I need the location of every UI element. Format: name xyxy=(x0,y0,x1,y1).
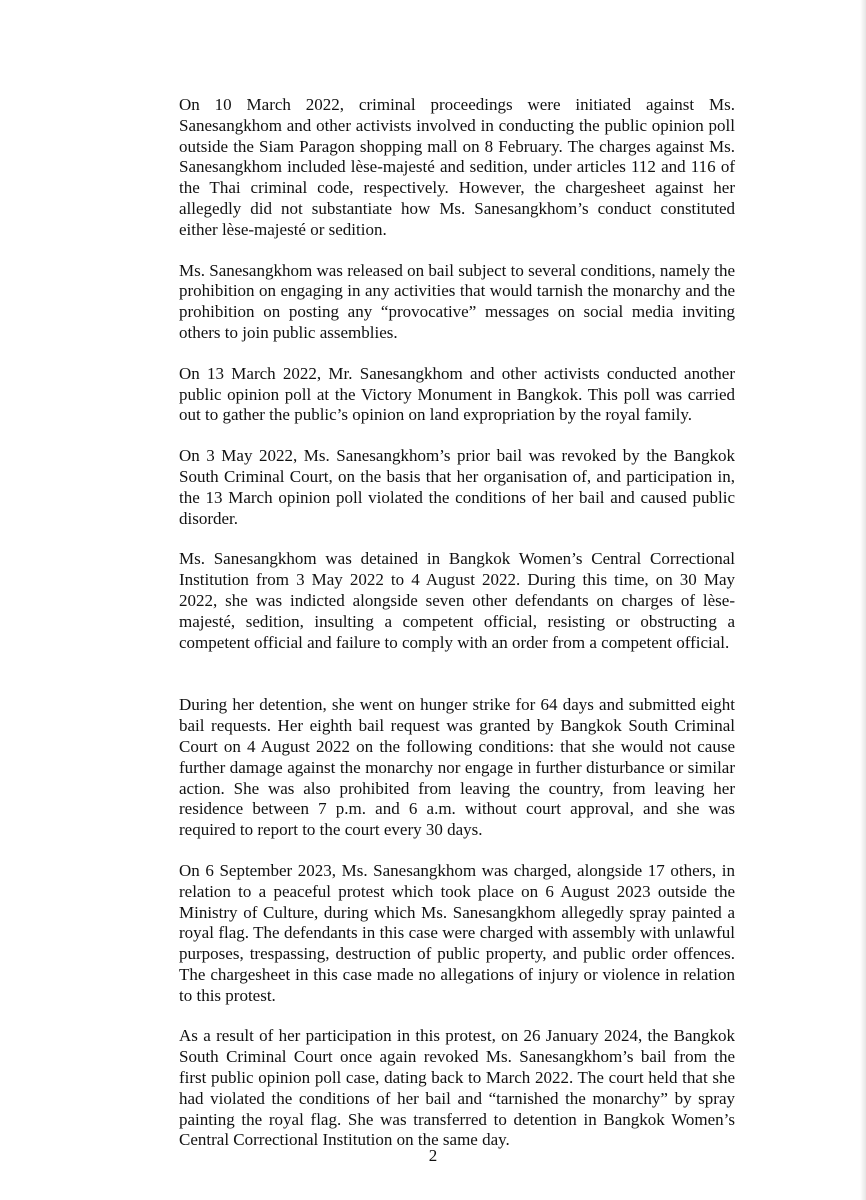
page-edge-shadow xyxy=(860,0,866,1200)
paragraph-bail-revoked: On 3 May 2022, Ms. Sanesangkhom’s prior bail was revoked by the Bangkok South Criminal Court, on the basis that her organisation of, and participation in, the 13 March opinion poll violated the conditions of her bail and caused public disorder. xyxy=(179,446,735,528)
paragraph-hunger-strike: During her detention, she went on hunger strike for 64 days and submitted eight bail requests. Her eighth bail request was granted by Bangkok South Criminal Court on 4 August 2022 on the following conditions: that she would not cause further damage against the monarchy nor engage in further disturbance or similar action. She was also prohibited from leaving the country, from leaving her residence between 7 p.m. and 6 a.m. without court approval, and she was required to report to the court every 30 days. xyxy=(179,695,735,840)
paragraph-victory-monument-poll: On 13 March 2022, Mr. Sanesangkhom and other activists conducted another public opinion poll at the Victory Monument in Bangkok. This poll was carried out to gather the public’s opinion on land expropriation by the royal family. xyxy=(179,363,735,425)
paragraph-bail-revoked-again: As a result of her participation in this protest, on 26 January 2024, the Bangkok South Criminal Court once again revoked Ms. Sanesangkhom’s bail from the first public opinion poll case, dating back to March 2022. The court held that she had violated the conditions of her bail and “tarnished the monarchy” by spray painting the royal flag. She was transferred to detention in Bangkok Women’s Central Correctional Institution on the same day. xyxy=(179,1026,735,1150)
paragraph-detention-indictment: Ms. Sanesangkhom was detained in Bangkok Women’s Central Correctional Institution from 3 May 2022 to 4 August 2022. During this time, on 30 May 2022, she was indicted alongside seven other defendants on charges of lèse-majesté, sedition, insulting a competent official, resisting or obstructing a competent official and failure to comply with an order from a competent official. xyxy=(179,549,735,652)
page-number: 2 xyxy=(428,1146,438,1165)
paragraph-bail-conditions: Ms. Sanesangkhom was released on bail subject to several conditions, namely the prohibition on engaging in any activities that would tarnish the monarchy and the prohibition on posting any “provocative” messages on social media inviting others to join public assemblies. xyxy=(179,260,735,342)
paragraph-criminal-proceedings: On 10 March 2022, criminal proceedings were initiated against Ms. Sanesangkhom and other activists involved in conducting the public opinion poll outside the Siam Paragon shopping mall on 8 February. The charges against Ms. Sanesangkhom included lèse-majesté and sedition, under articles 112 and 116 of the Thai criminal code, respectively. However, the chargesheet against her allegedly did not substantiate how Ms. Sanesangkhom’s conduct constituted either lèse-majesté or sedition. xyxy=(179,95,735,239)
document-body xyxy=(179,95,735,1171)
paragraph-september-charges: On 6 September 2023, Ms. Sanesangkhom was charged, alongside 17 others, in relation to a peaceful protest which took place on 6 August 2023 outside the Ministry of Culture, during which Ms. Sanesangkhom allegedly spray painted a royal flag. The defendants in this case were charged with assembly with unlawful purposes, trespassing, destruction of public property, and public order offences. The chargesheet in this case made no allegations of injury or violence in relation to this protest. xyxy=(179,860,735,1005)
